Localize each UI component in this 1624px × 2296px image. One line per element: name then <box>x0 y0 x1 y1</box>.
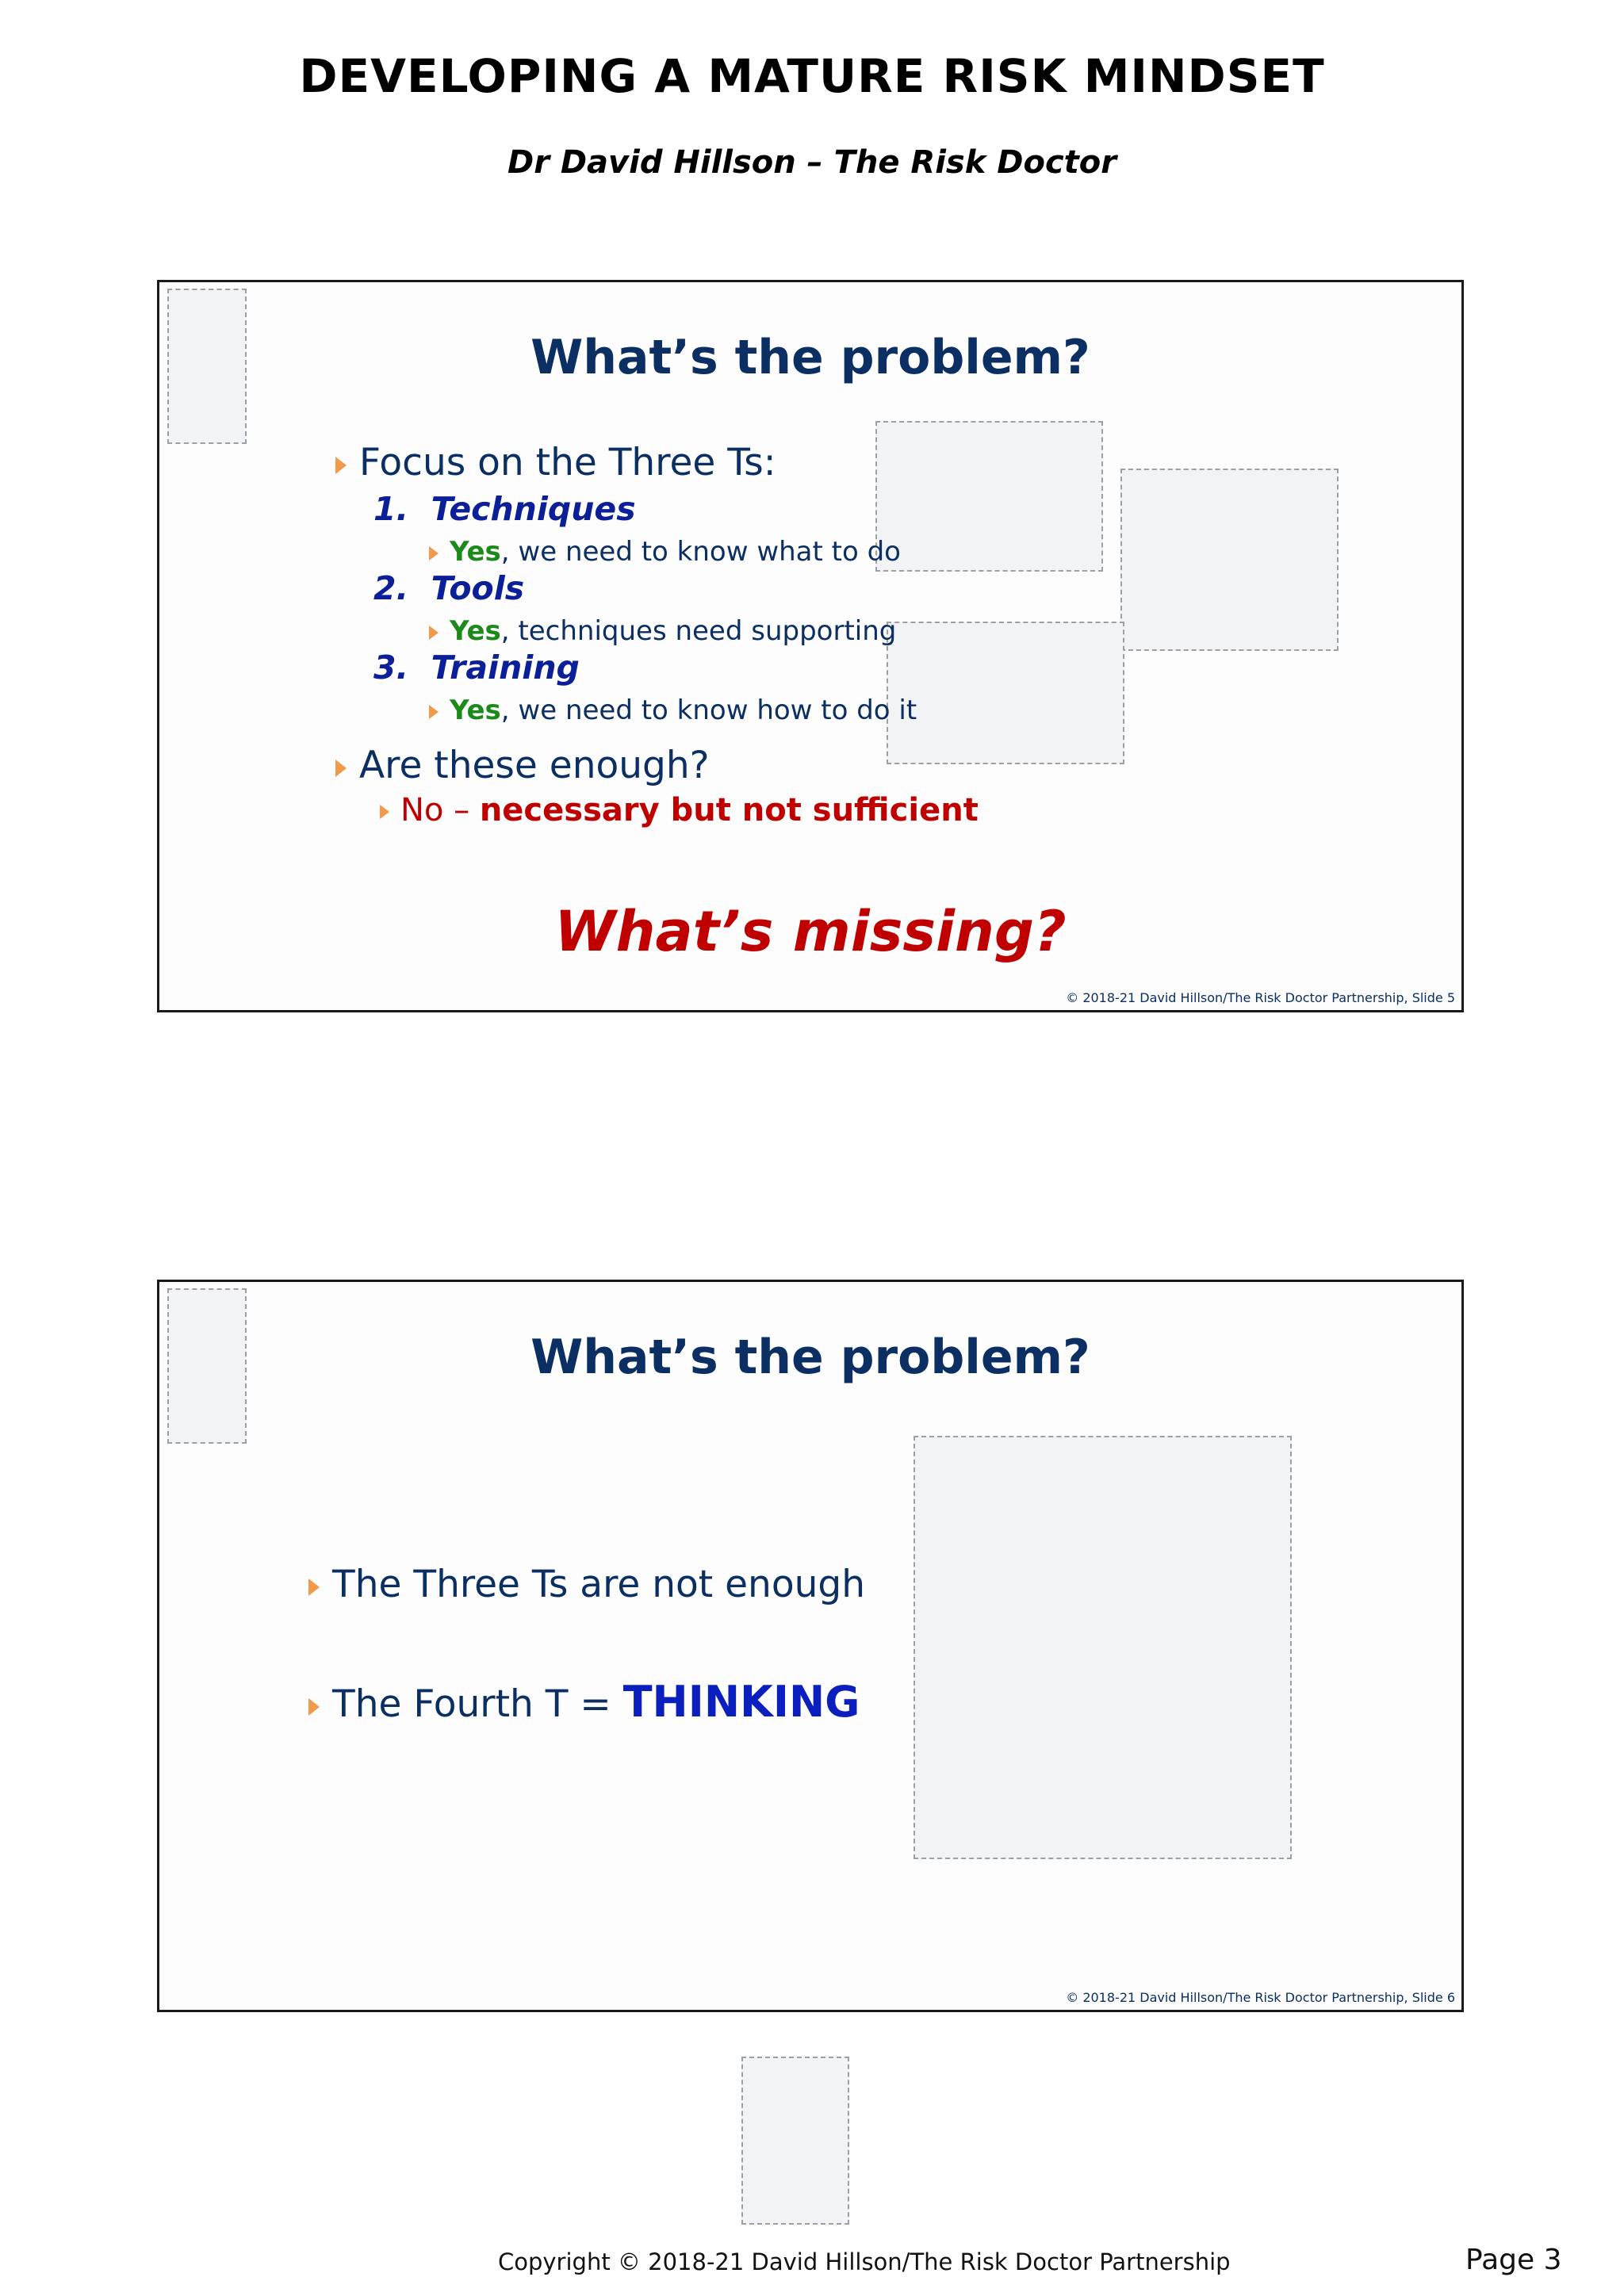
answer-yes: Yes <box>450 536 501 568</box>
training-class-image <box>887 622 1124 764</box>
answer-bullet <box>380 792 979 828</box>
item-number: 3. <box>373 649 409 687</box>
item-techniques-detail <box>429 536 901 568</box>
whats-missing: What’s missing? <box>554 899 1067 964</box>
bullet-arrow-icon <box>308 1698 320 1716</box>
detail-text: , we need to know how to do it <box>500 695 917 726</box>
bullet-arrow-icon <box>308 1578 320 1596</box>
slide-5 <box>157 280 1464 1012</box>
bullet-text: The Three Ts are not enough <box>332 1563 865 1606</box>
detail-text: , we need to know what to do <box>500 536 901 568</box>
item-tools <box>373 569 524 607</box>
document-subtitle: Dr David Hillson – The Risk Doctor <box>507 144 1116 181</box>
bullet-arrow-icon <box>429 626 439 640</box>
slide-credit: © 2018-21 David Hillson/The Risk Doctor Partnership, Slide 6 <box>1066 1990 1455 2005</box>
item-training-detail <box>429 695 917 726</box>
item-label: Training <box>431 649 580 687</box>
slide-title: What’s the problem? <box>530 330 1090 385</box>
flowchart-hand-image <box>875 421 1103 572</box>
slide-title: What’s the problem? <box>530 1330 1090 1385</box>
bullet-arrow-icon <box>429 705 439 719</box>
item-label: Techniques <box>431 490 636 528</box>
bullet-arrow-icon <box>380 805 389 819</box>
item-training <box>373 649 580 687</box>
answer-bold: necessary but not sufficient <box>479 792 979 828</box>
detail-text: , techniques need supporting <box>500 615 897 647</box>
question-text: Are these enough? <box>359 744 710 787</box>
bullet-text: The Fourth T = <box>332 1682 623 1726</box>
footer-copyright: Copyright © 2018-21 David Hillson/The Risk Doctor Partnership <box>498 2248 1231 2275</box>
bullet-arrow-icon <box>335 760 347 777</box>
bullet-arrow-icon <box>429 546 439 561</box>
question-bullet <box>335 744 710 787</box>
slide-credit: © 2018-21 David Hillson/The Risk Doctor Partnership, Slide 5 <box>1066 990 1455 1005</box>
item-number: 2. <box>373 569 409 607</box>
answer-prefix: No – <box>400 792 480 828</box>
item-label: Tools <box>431 569 525 607</box>
focus-bullet <box>335 441 776 484</box>
bullet-fourth-t <box>308 1677 860 1727</box>
page-number: Page 3 <box>1465 2244 1562 2276</box>
slide-6 <box>157 1280 1464 2012</box>
bullet-three-ts <box>308 1563 865 1606</box>
tool-chest-cartoon-image <box>1120 469 1339 651</box>
bullet-arrow-icon <box>335 457 347 474</box>
item-tools-detail <box>429 615 896 647</box>
document-title: DEVELOPING A MATURE RISK MINDSET <box>299 49 1325 103</box>
thinking-highlight: THINKING <box>622 1677 860 1727</box>
focus-text: Focus on the Three Ts: <box>359 441 776 484</box>
footer-risk-doctor-logo <box>741 2057 849 2225</box>
answer-yes: Yes <box>450 615 501 647</box>
answer-yes: Yes <box>450 695 501 726</box>
thinking-baby-photo <box>914 1436 1292 1859</box>
item-number: 1. <box>373 490 409 528</box>
item-techniques <box>373 490 636 528</box>
